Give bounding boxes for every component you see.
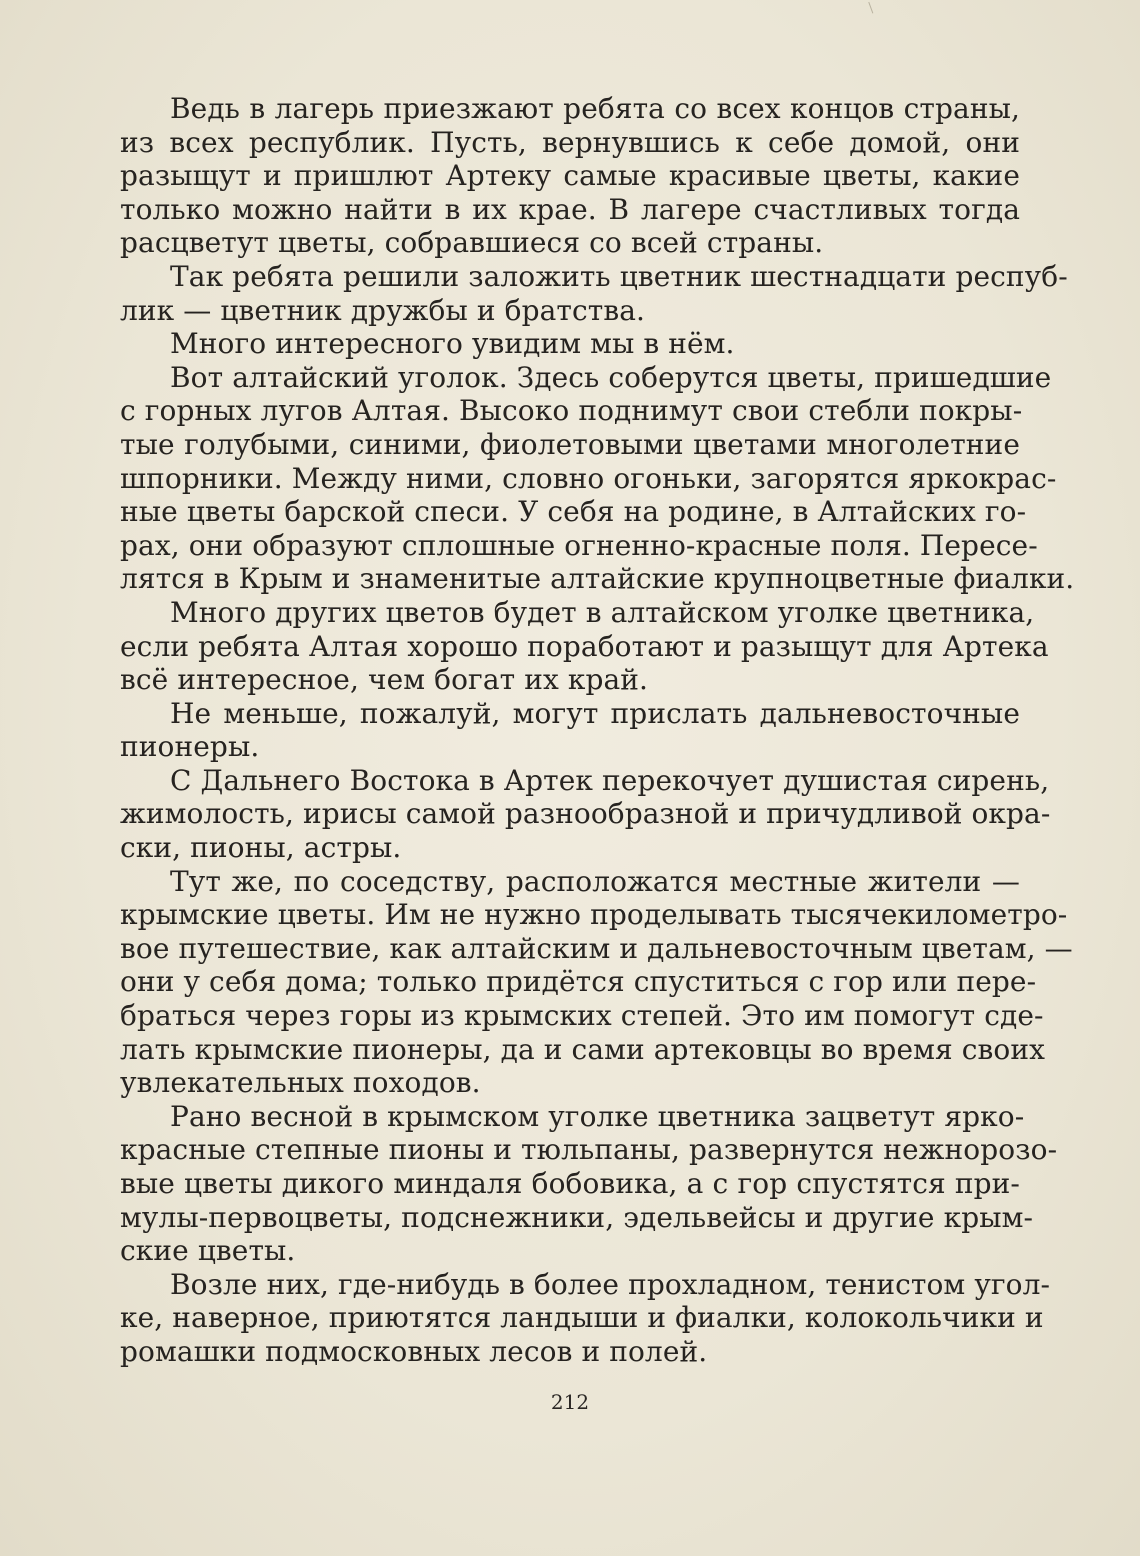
- text-line: С Дальнего Востока в Артек перекочует душистая сирень,: [170, 763, 1050, 797]
- text-line: Много интересного увидим мы в нём.: [170, 327, 735, 361]
- text-line: рах, они образуют сплошные огненно-красные поля. Пересе-: [120, 528, 1038, 562]
- scan-mark: [868, 0, 882, 14]
- text-line: красные степные пионы и тюльпаны, развернутся нежнорозо-: [120, 1133, 1058, 1167]
- text-line: шпорники. Между ними, словно огоньки, загорятся яркокрас-: [120, 461, 1057, 495]
- paragraph: [120, 1099, 1058, 1268]
- paragraph: [120, 697, 1020, 764]
- text-line: пионеры.: [120, 730, 260, 764]
- paragraph: [120, 259, 1068, 327]
- text-line: лать крымские пионеры, да и сами артековцы во время своих: [120, 1032, 1046, 1066]
- text-line: лик — цветник дружбы и братства.: [120, 293, 646, 327]
- text-line: с горных лугов Алтая. Высоко поднимут свои стебли покры-: [120, 394, 1023, 428]
- text-line: Возле них, где-нибудь в более прохладном, тенистом угол-: [170, 1267, 1051, 1301]
- text-line: ски, пионы, астры.: [120, 831, 402, 865]
- text-line: жимолость, ирисы самой разнообразной и причудливой окра-: [120, 797, 1051, 831]
- text-line: вые цветы дикого миндаля бобовика, а с гор спустятся при-: [120, 1167, 1020, 1200]
- text-line: мулы-первоцветы, подснежники, эдельвейсы и другие крым-: [120, 1200, 1034, 1234]
- text-line: Много других цветов будет в алтайском уголке цветника,: [170, 595, 1035, 629]
- text-line: тые голубыми, синими, фиолетовыми цветами многолетние: [120, 427, 1020, 461]
- text-line: из всех республик. Пусть, вернувшись к себе домой, они: [120, 125, 1020, 159]
- paragraph: [120, 360, 1075, 596]
- text-line: ромашки подмосковных лесов и полей.: [120, 1334, 708, 1368]
- paragraph: [120, 92, 1020, 260]
- text-line: Не меньше, пожалуй, могут прислать дальневосточные: [170, 696, 1020, 730]
- text-line: ские цветы.: [120, 1234, 296, 1268]
- text-line: всё интересное, чем богат их край.: [120, 663, 649, 697]
- body-text: [120, 92, 1075, 1369]
- paragraph: [120, 1267, 1051, 1369]
- text-line: ные цветы барской спеси. У себя на родине, в Алтайских го-: [120, 495, 1027, 529]
- text-line: ке, наверное, приютятся ландыши и фиалки, колокольчики и: [120, 1301, 1044, 1335]
- text-line: браться через горы из крымских степей. Это им помогут сде-: [120, 999, 1044, 1033]
- text-line: Вот алтайский уголок. Здесь соберутся цветы, пришедшие: [170, 360, 1052, 394]
- text-line: лятся в Крым и знаменитые алтайские крупноцветные фиалки.: [120, 562, 1075, 596]
- text-line: вое путешествие, как алтайским и дальневосточным цветам, —: [120, 931, 1073, 965]
- text-line: расцветут цветы, собравшиеся со всей страны.: [120, 226, 824, 260]
- text-line: если ребята Алтая хорошо поработают и разыщут для Артека: [120, 629, 1049, 663]
- page-number: 212: [550, 1390, 590, 1414]
- text-line: Так ребята решили заложить цветник шестнадцати респуб-: [170, 259, 1068, 293]
- text-line: только можно найти в их крае. В лагере счастливых тогда: [120, 192, 1020, 226]
- text-line: разыщут и пришлют Артеку самые красивые цветы, какие: [120, 159, 1020, 193]
- paragraph: [120, 327, 1020, 361]
- text-line: они у себя дома; только придётся спуститься с гор или пере-: [120, 965, 1037, 999]
- paragraph: [120, 595, 1049, 697]
- text-line: Ведь в лагерь приезжают ребята со всех концов страны,: [170, 92, 1020, 125]
- paragraph: [120, 864, 1073, 1100]
- paragraph: [120, 763, 1051, 865]
- text-line: крымские цветы. Им не нужно проделывать тысячекилометро-: [120, 898, 1068, 932]
- text-line: Тут же, по соседству, расположатся местные жители —: [170, 864, 1020, 898]
- text-line: Рано весной в крымском уголке цветника зацветут ярко-: [170, 1099, 1025, 1133]
- text-line: увлекательных походов.: [120, 1066, 481, 1100]
